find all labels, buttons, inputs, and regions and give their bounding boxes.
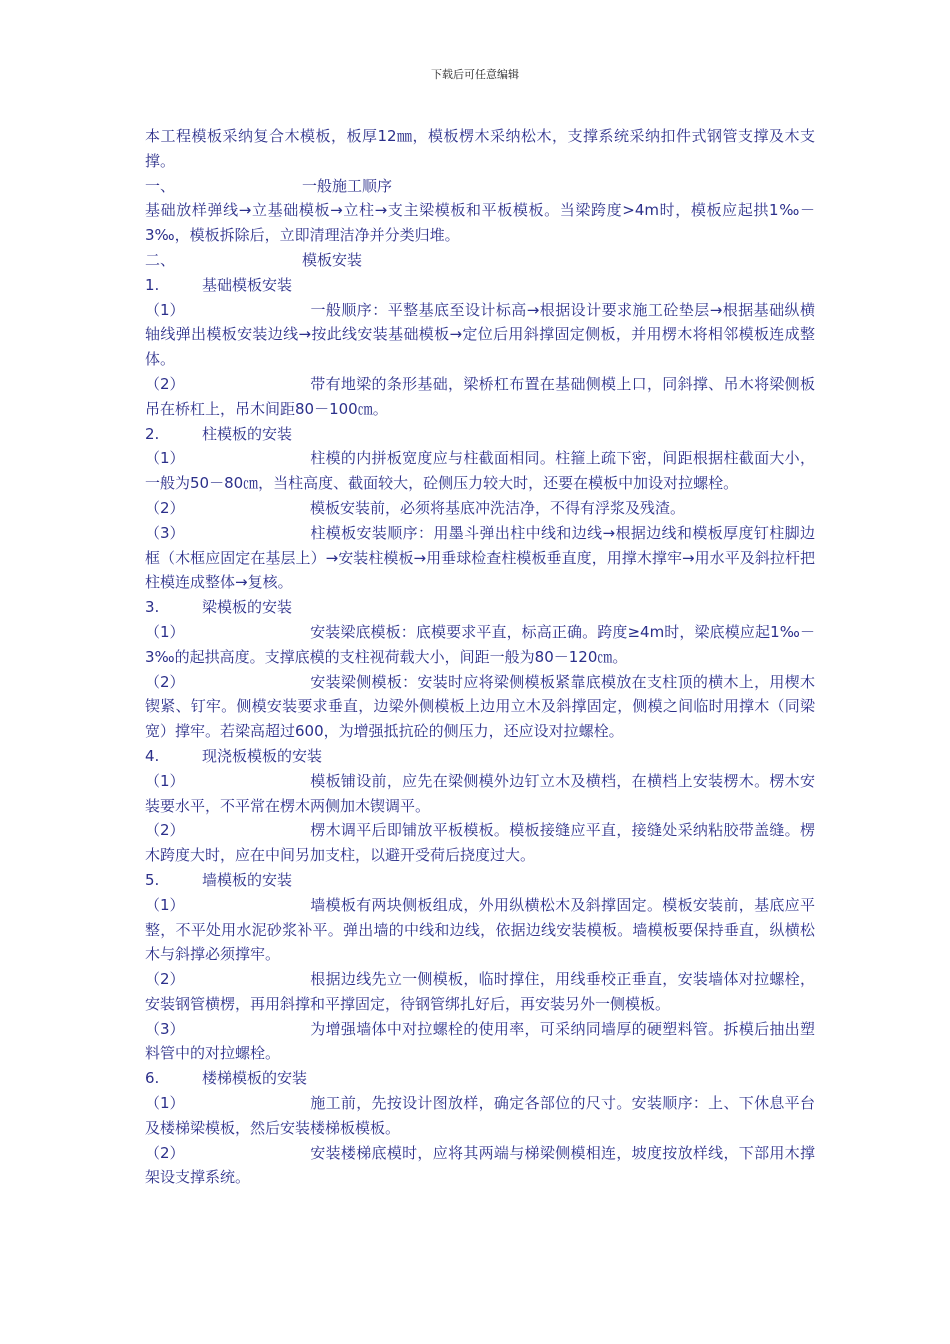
subsection-title: 楼梯模板的安装	[202, 1069, 308, 1088]
subsection-number: 6.	[145, 1069, 160, 1088]
item-text: 柱模板安装顺序：用墨斗弹出柱中线和边线→根据边线和模板厚度钉柱脚边框（木框应固定在基层上）→安装柱模板→用垂球检查柱模板垂直度，用撑木撑牢→用水平及斜拉杆把柱模连成整体→复核。	[145, 523, 815, 592]
subsection-number: 2.	[145, 424, 160, 443]
list-item	[145, 893, 815, 967]
subsection-number: 5.	[145, 870, 160, 889]
item-number: （2）	[145, 1143, 185, 1162]
item-text: 安装梁底模板：底模要求平直，标高正确。跨度≥4m时，梁底模应起1‰－3‰的起拱高度。支撑底模的支柱视荷载大小，间距一般为80－120㎝。	[145, 622, 815, 666]
item-text: 楞木调平后即铺放平板模板。模板接缝应平直，接缝处采纳粘胶带盖缝。楞木跨度大时，应在中间另加支柱，以避开受荷后挠度过大。	[145, 821, 815, 865]
item-number: （2）	[145, 821, 185, 840]
list-item	[145, 446, 815, 496]
item-number: （2）	[145, 498, 185, 517]
subsection-heading	[145, 1066, 815, 1091]
item-text: 墙模板有两块侧板组成，外用纵横松木及斜撑固定。模板安装前，基底应平整，不平处用水泥砂浆补平。弹出墙的中线和边线，依据边线安装模板。墙模板要保持垂直，纵横松木与斜撑必须撑牢。	[145, 895, 815, 964]
subsection-heading	[145, 868, 815, 893]
page-header: 下载后可任意编辑	[431, 68, 519, 81]
item-number: （1）	[145, 300, 185, 319]
section-heading	[145, 248, 815, 273]
document-body	[145, 124, 815, 1190]
list-item	[145, 1017, 815, 1067]
item-number: （3）	[145, 1019, 185, 1038]
item-text: 安装梁侧模板：安装时应将梁侧模板紧靠底模放在支柱顶的横木上，用楔木锲紧、钉牢。侧模安装要求垂直，边梁外侧模板上边用立木及斜撑固定，侧模之间临时用撑木（同梁宽）撑牢。若梁高超过600，为增强抵抗砼的侧压力，还应设对拉螺栓。	[145, 672, 815, 741]
list-item	[145, 967, 815, 1017]
subsection-title: 现浇板模板的安装	[202, 746, 323, 765]
item-text: 根据边线先立一侧模板，临时撑住，用线垂校正垂直，安装墙体对拉螺栓，安装钢管横楞，再用斜撑和平撑固定，待钢管绑扎好后，再安装另外一侧模板。	[145, 970, 815, 1013]
item-number: （2）	[145, 970, 185, 989]
section-paragraph: 基础放样弹线→立基础模板→立柱→支主梁模板和平板模板。当梁跨度>4m时，模板应起拱1‰－3‰，模板拆除后，立即清理洁净并分类归堆。	[145, 201, 815, 245]
list-item	[145, 298, 815, 372]
item-text: 模板安装前，必须将基底冲洗洁净，不得有浮浆及残渣。	[310, 498, 686, 517]
subsection-number: 1.	[145, 275, 160, 294]
list-item	[145, 818, 815, 868]
section-number: 二、	[145, 250, 176, 269]
item-number: （1）	[145, 449, 185, 468]
section-title: 模板安装	[302, 250, 363, 269]
subsection-number: 4.	[145, 746, 160, 765]
item-text: 模板铺设前，应先在梁侧模外边钉立木及横档，在横档上安装楞木。楞木安装要水平，不平常在楞木两侧加木锲调平。	[145, 771, 815, 815]
item-text: 柱模的内拼板宽度应与柱截面相同。柱箍上疏下密，间距根据柱截面大小，一般为50－80㎝，当柱高度、截面较大，砼侧压力较大时，还要在模板中加设对拉螺栓。	[145, 449, 815, 493]
list-item	[145, 1091, 815, 1141]
item-number: （3）	[145, 523, 185, 542]
item-number: （1）	[145, 1094, 185, 1113]
subsection-number: 3.	[145, 598, 160, 617]
list-item	[145, 496, 815, 521]
subsection-title: 基础模板安装	[202, 275, 293, 294]
subsection-heading	[145, 744, 815, 769]
subsection-heading	[145, 422, 815, 447]
subsection-title: 梁模板的安装	[202, 598, 293, 617]
item-text: 一般顺序：平整基底至设计标高→根据设计要求施工砼垫层→根据基础纵横轴线弹出模板安装边线→按此线安装基础模板→定位后用斜撑固定侧板，并用楞木将相邻模板连成整体。	[145, 300, 815, 369]
list-item	[145, 620, 815, 670]
item-number: （1）	[145, 771, 185, 790]
item-number: （2）	[145, 672, 185, 691]
subsection-title: 墙模板的安装	[202, 870, 293, 889]
list-item	[145, 670, 815, 744]
item-number: （1）	[145, 622, 185, 641]
item-text: 安装楼梯底模时，应将其两端与梯梁侧模相连，坡度按放样线，下部用木撑架设支撑系统。	[145, 1143, 815, 1187]
list-item	[145, 372, 815, 422]
subsection-heading	[145, 273, 815, 298]
intro-paragraph: 本工程模板采纳复合木模板，板厚12㎜，模板楞木采纳松木，支撑系统采纳扣件式钢管支撑及木支撑。	[145, 127, 815, 170]
subsection-title: 柱模板的安装	[202, 424, 293, 443]
subsection-heading	[145, 595, 815, 620]
item-number: （1）	[145, 895, 185, 914]
section-number: 一、	[145, 176, 176, 195]
item-number: （2）	[145, 374, 185, 393]
item-text: 为增强墙体中对拉螺栓的使用率，可采纳同墙厚的硬塑料管。拆模后抽出塑料管中的对拉螺栓。	[145, 1019, 815, 1063]
list-item	[145, 769, 815, 819]
section-title: 一般施工顺序	[302, 176, 393, 195]
section-heading	[145, 174, 815, 199]
item-text: 带有地梁的条形基础，梁桥杠布置在基础侧模上口，同斜撑、吊木将梁侧板吊在桥杠上，吊木间距80－100㎝。	[145, 374, 815, 418]
list-item	[145, 521, 815, 595]
item-text: 施工前，先按设计图放样，确定各部位的尺寸。安装顺序：上、下休息平台及楼梯梁模板，然后安装楼梯板模板。	[145, 1094, 815, 1137]
list-item	[145, 1141, 815, 1191]
